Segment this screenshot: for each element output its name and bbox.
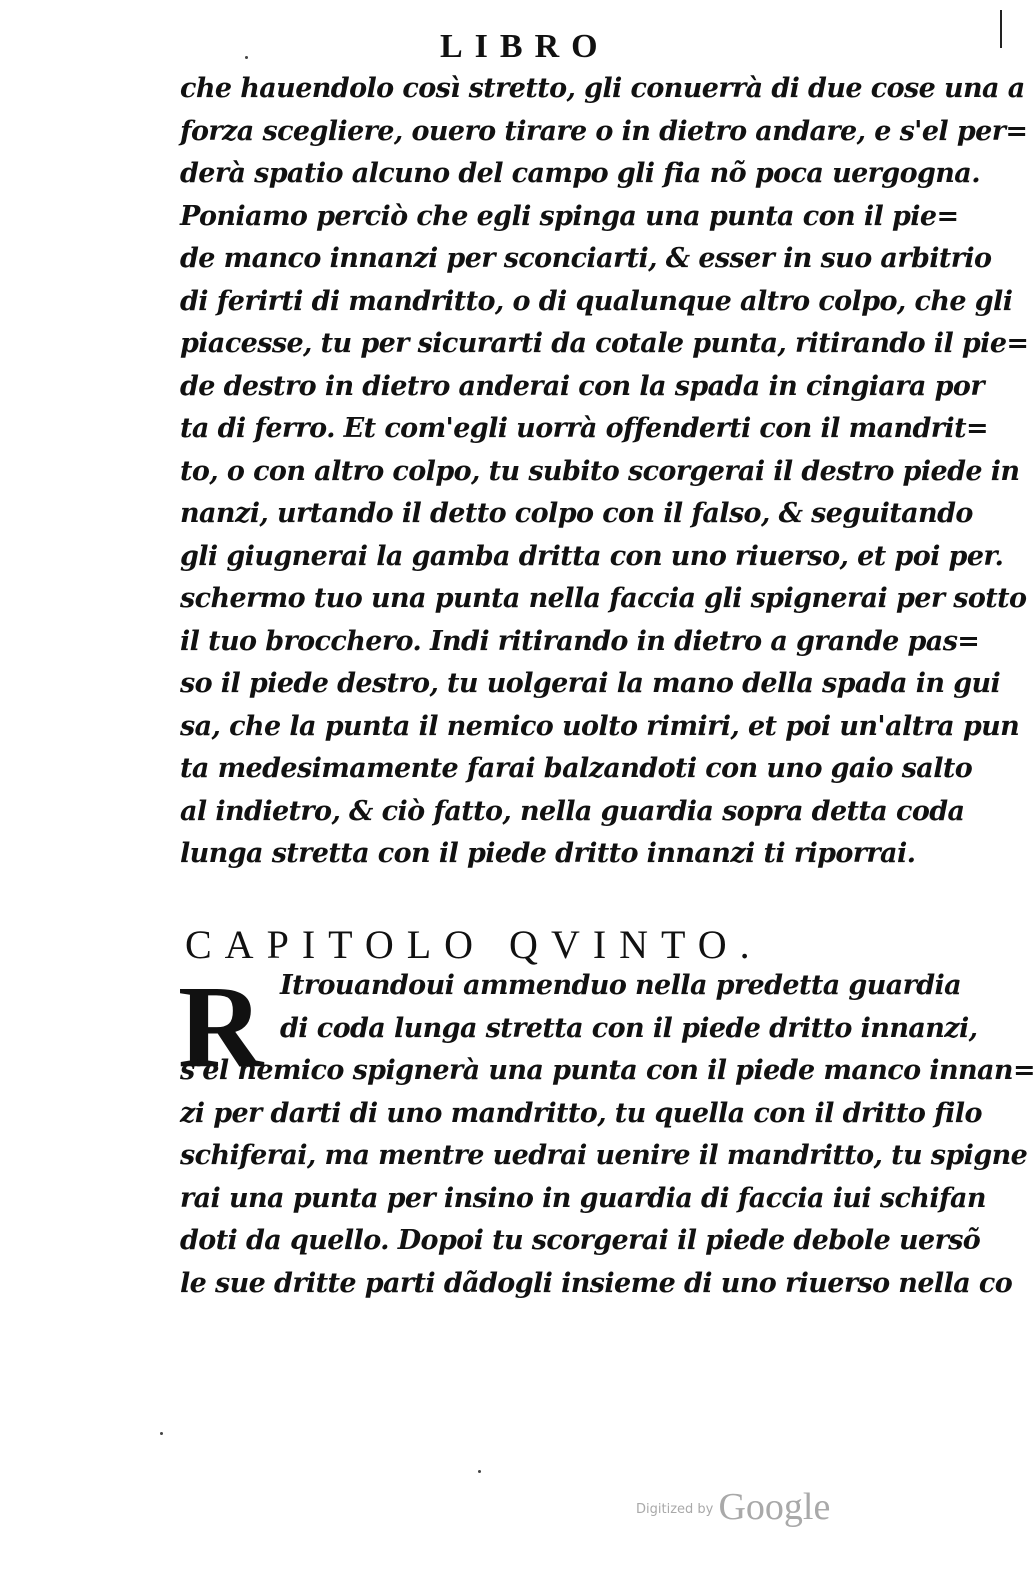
text-line: zi per darti di uno mandritto, tu quella con il dritto filo: [180, 1097, 982, 1129]
text-line: doti da quello. Dopoi tu scorgerai il piede debole uersõ: [180, 1225, 981, 1256]
scan-speck: [478, 1470, 481, 1473]
text-line: che hauendolo così stretto, gli conuerrà di due cose una a: [180, 73, 1025, 104]
text-line: s'el nemico spignerà una punta con il piede manco innan=: [180, 1055, 1035, 1086]
scan-speck: [160, 1432, 163, 1435]
page-edge-mark: [1000, 10, 1002, 48]
google-watermark: [636, 1485, 830, 1529]
text-line: ta di ferro. Et com'egli uorrà offenderti con il mandrit=: [180, 413, 988, 444]
text-line: sa, che la punta il nemico uolto rimiri, et poi un'altra pun: [180, 710, 1020, 742]
text-line: al indietro, & ciò fatto, nella guardia sopra detta coda: [180, 795, 965, 827]
text-line: de destro in dietro anderai con la spada in cingiara por: [180, 370, 984, 402]
text-line: il tuo brocchero. Indi ritirando in dietro a grande pas=: [180, 625, 980, 657]
text-line: rai una punta per insino in guardia di faccia iui schifan: [180, 1182, 986, 1214]
scan-speck: [245, 56, 248, 59]
running-head: LIBRO: [440, 28, 610, 65]
text-line: Poniamo perciò che egli spinga una punta con il pie=: [180, 200, 959, 232]
text-line: ta medesimamente farai balzandoti con uno gaio salto: [180, 753, 973, 784]
text-line: gli giugnerai la gamba dritta con uno riuerso, et poi per.: [180, 540, 1004, 572]
text-line: schiferai, ma mentre uedrai uenire il mandritto, tu spigne: [180, 1140, 1028, 1171]
text-line: schermo tuo una punta nella faccia gli spignerai per sotto: [180, 583, 1027, 614]
text-line: derà spatio alcuno del campo gli fia nõ poca uergogna.: [180, 158, 980, 189]
text-line: forza scegliere, ouero tirare o in dietro andare, e s'el per=: [180, 115, 1028, 147]
text-line: de manco innanzi per sconciarti, & esser in suo arbitrio: [180, 243, 992, 274]
text-line: lunga stretta con il piede dritto innanzi ti riporrai.: [180, 838, 916, 869]
text-line: Itrouandoui ammenduo nella predetta guardia: [280, 970, 962, 1001]
text-line: to, o con altro colpo, tu subito scorgerai il destro piede in: [180, 455, 1020, 487]
text-line: nanzi, urtando il detto colpo con il falso, & seguitando: [180, 498, 973, 529]
paragraph-two: [178, 961, 1035, 1305]
chapter-title: CAPITOLO QVINTO.: [185, 922, 763, 967]
paragraph-one: [180, 68, 1029, 876]
text-line: le sue dritte parti dãdogli insieme di uno riuerso nella co: [180, 1267, 1013, 1299]
watermark-brand: Google: [718, 1486, 831, 1528]
text-line: di ferirti di mandritto, o di qualunque altro colpo, che gli: [180, 285, 1013, 317]
drop-cap: R: [178, 961, 264, 1092]
text-line: piacesse, tu per sicurarti da cotale punta, ritirando il pie=: [180, 328, 1029, 359]
text-line: di coda lunga stretta con il piede dritto innanzi,: [280, 1012, 978, 1044]
text-line: so il piede destro, tu uolgerai la mano della spada in gui: [180, 668, 1001, 699]
watermark-prefix: Digitized by: [636, 1502, 714, 1517]
